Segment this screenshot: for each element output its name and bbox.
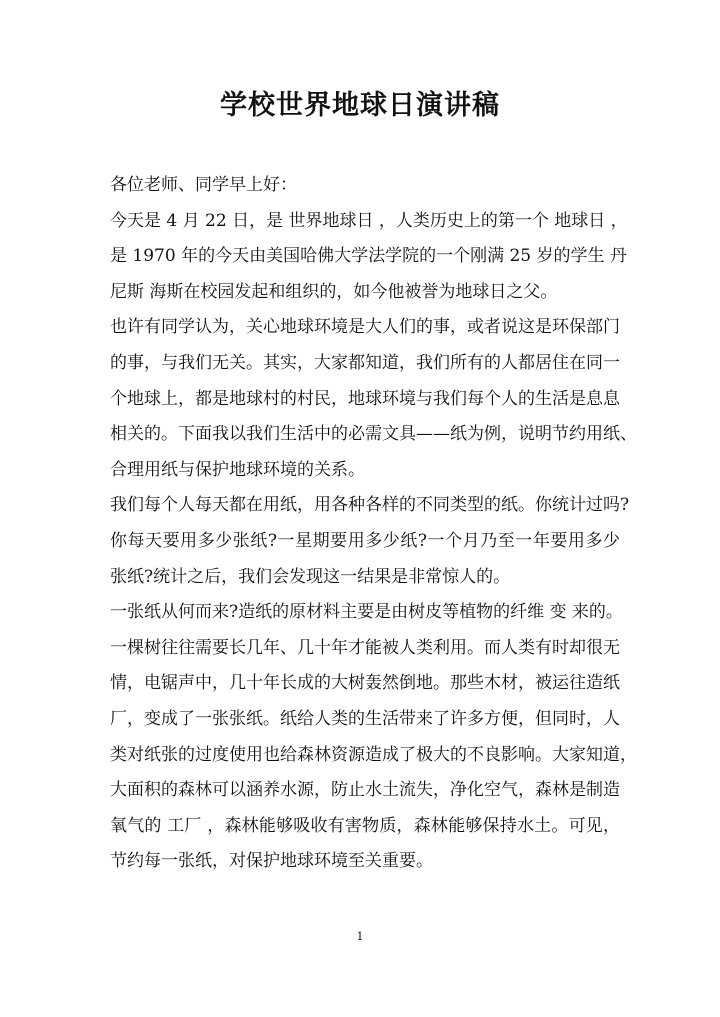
text-line: 的事，与我们无关。其实，大家都知道，我们所有的人都居住在同一	[110, 352, 620, 373]
text-line: 今天是 4 月 22 日，是 世界地球日 ，人类历史上的第一个 地球日 ，	[110, 210, 628, 231]
text-line: 合理用纸与保护地球环境的关系。	[110, 459, 365, 480]
text-line: 你每天要用多少张纸?一星期要用多少纸?一个月乃至一年要用多少	[110, 530, 620, 551]
text-line: 个地球上，都是地球村的村民，地球环境与我们每个人的生活是息息	[110, 388, 620, 409]
text-line: 厂，变成了一张张纸。纸给人类的生活带来了许多方便，但同时，人	[110, 708, 620, 729]
page-number: 1	[356, 930, 364, 943]
text-line: 张纸?统计之后，我们会发现这一结果是非常惊人的。	[110, 566, 511, 587]
text-line: 大面积的森林可以涵养水源，防止水土流失，净化空气，森林是制造	[110, 780, 620, 801]
text-line: 一棵树往往需要长几年、几十年才能被人类利用。而人类有时却很无	[110, 637, 620, 658]
text-line: 相关的。下面我以我们生活中的必需文具——纸为例，说明节约用纸、	[110, 424, 637, 445]
text-line: 氧气的 工厂 ，森林能够吸收有害物质，森林能够保持水土。可见，	[110, 815, 620, 836]
text-line: 尼斯 海斯在校园发起和组织的，如今他被誉为地球日之父。	[110, 281, 558, 302]
text-line: 也许有同学认为，关心地球环境是大人们的事，或者说这是环保部门	[110, 317, 620, 338]
text-line: 一张纸从何而来?造纸的原材料主要是由树皮等植物的纤维 变 来的。	[110, 602, 623, 623]
text-line: 是 1970 年的今天由美国哈佛大学法学院的一个刚满 25 岁的学生 丹	[110, 246, 627, 267]
text-line: 我们每个人每天都在用纸，用各种各样的不同类型的纸。你统计过吗?	[110, 495, 630, 516]
text-line: 情，电锯声中，几十年长成的大树轰然倒地。那些木材，被运往造纸	[110, 673, 620, 694]
text-line: 节约每一张纸，对保护地球环境至关重要。	[110, 851, 433, 872]
document-body	[110, 168, 637, 880]
text-line: 类对纸张的过度使用也给森林资源造成了极大的不良影响。大家知道，	[110, 744, 637, 765]
document-title: 学校世界地球日演讲稿	[220, 90, 500, 121]
text-line-greeting: 各位老师、同学早上好：	[110, 175, 297, 195]
